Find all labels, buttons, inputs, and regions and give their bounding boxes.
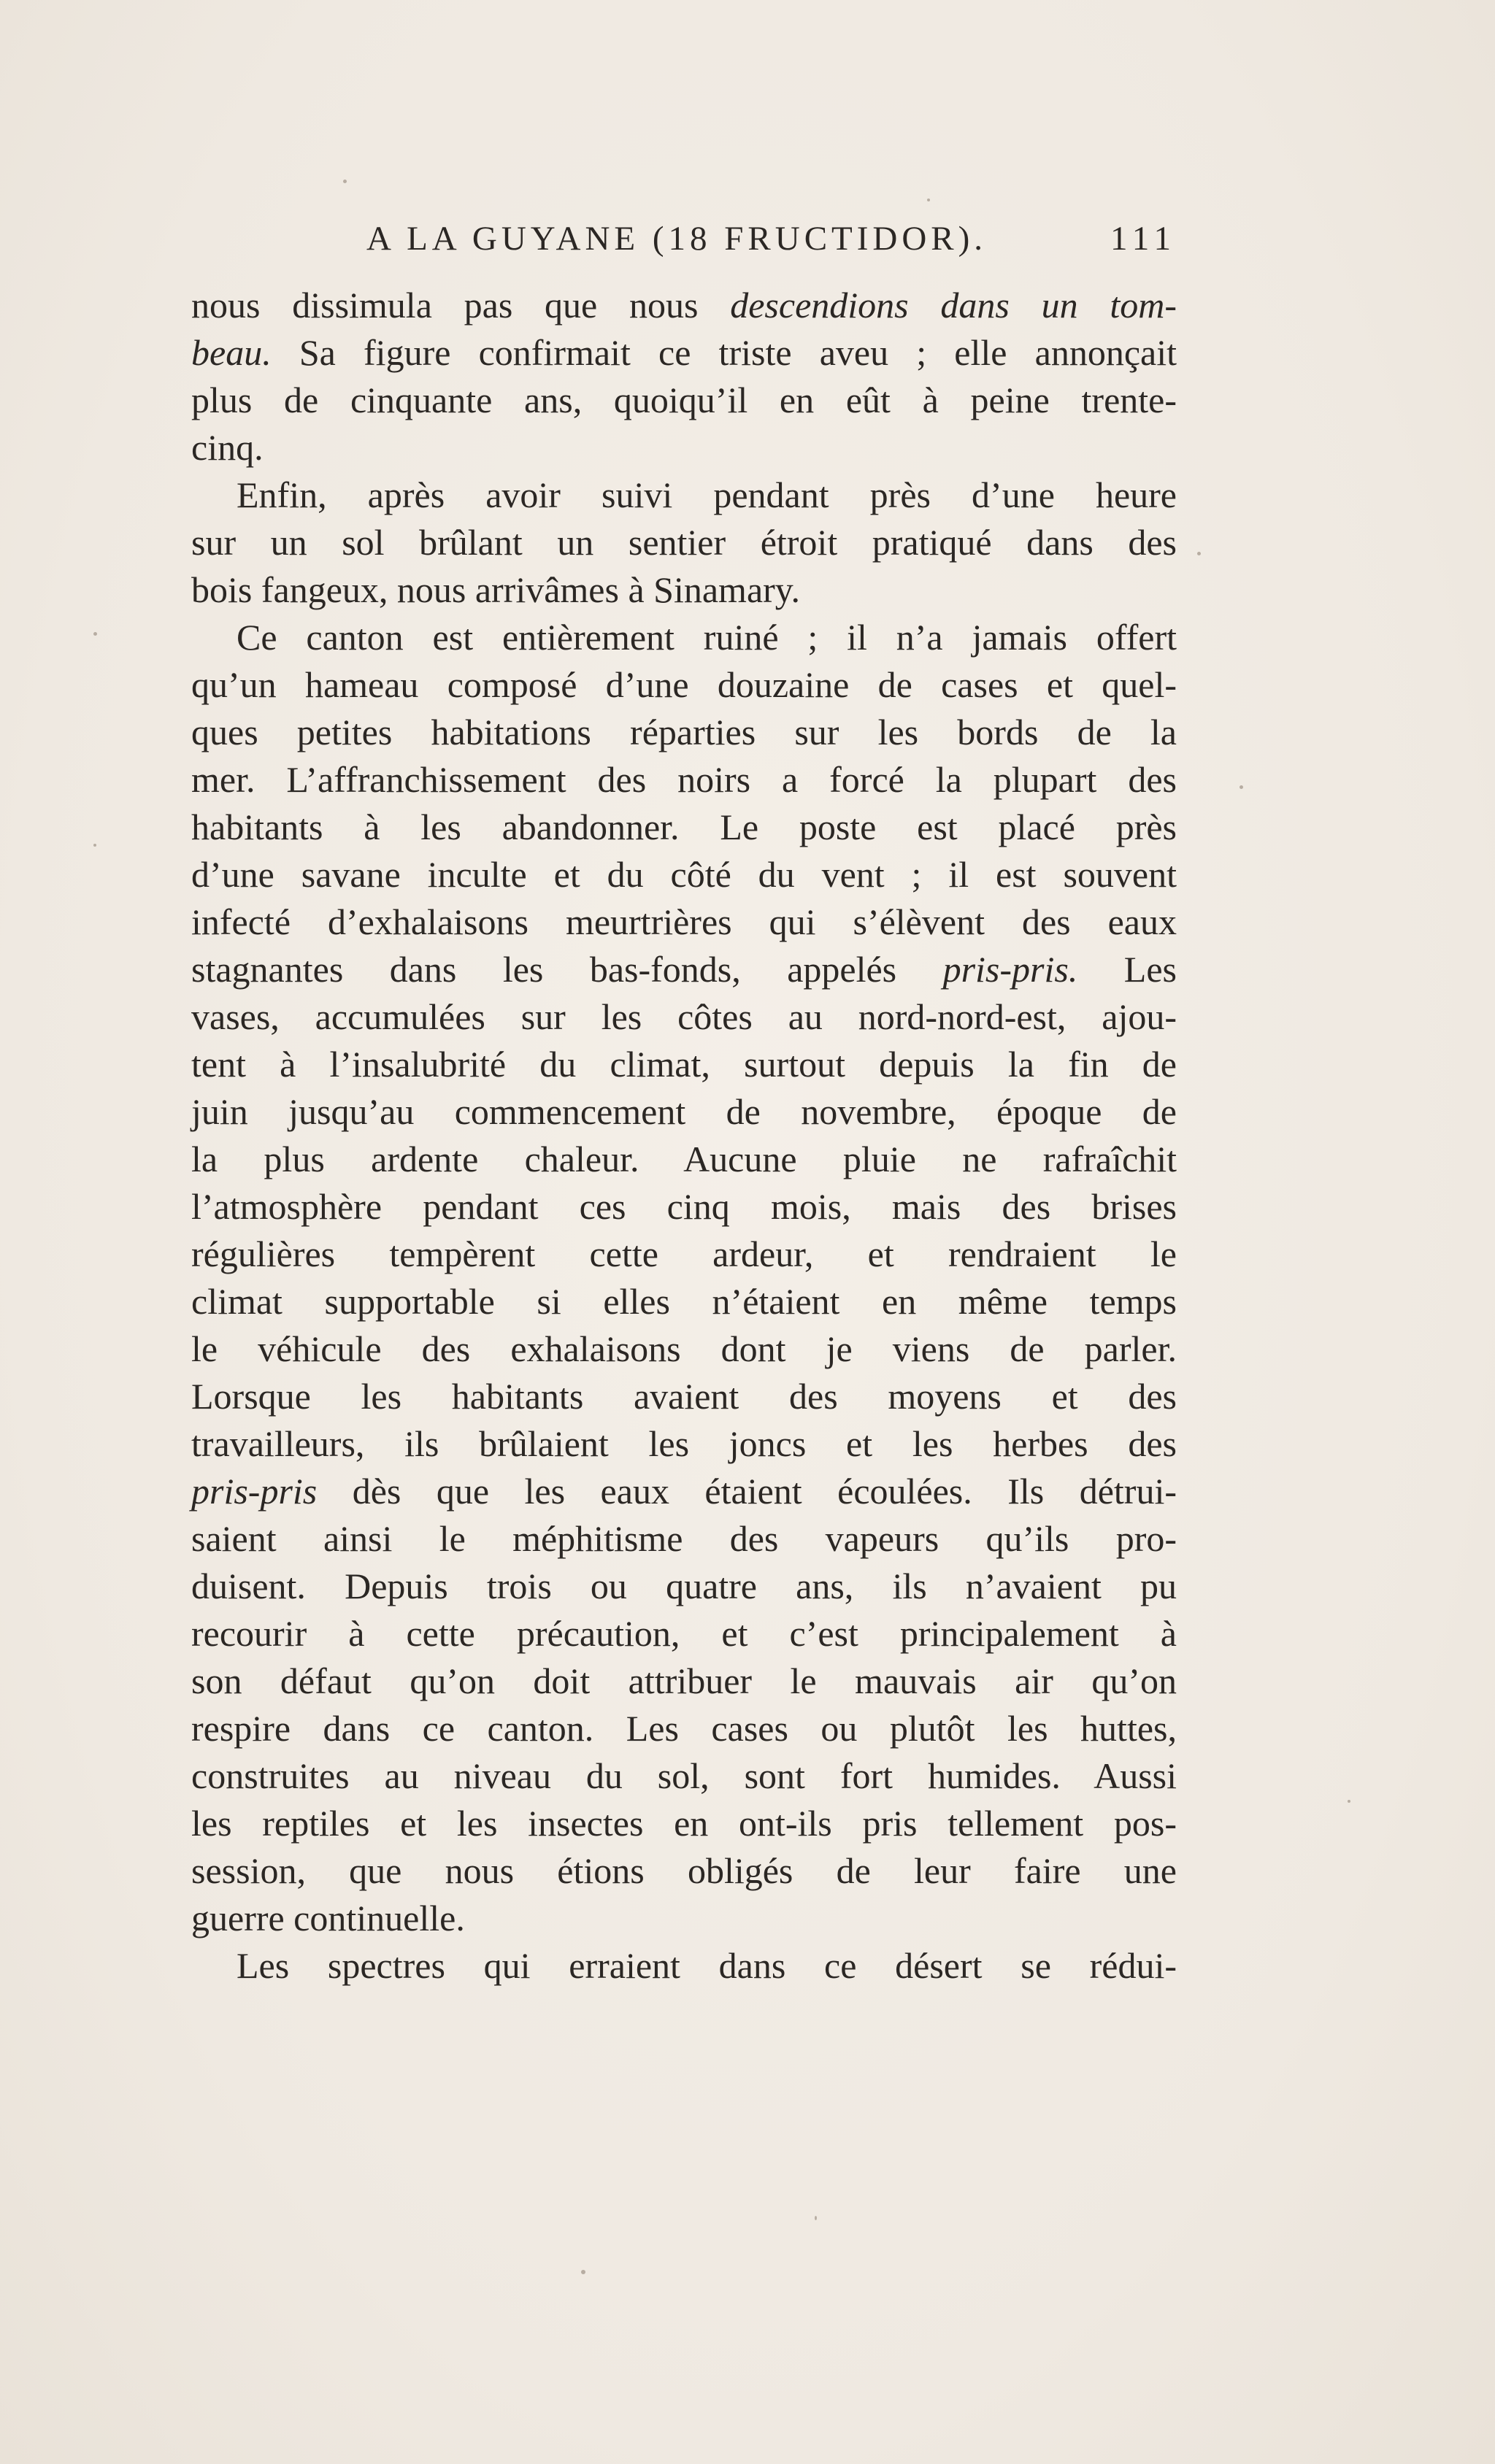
text-segment: Ce canton est entièrement ruiné ; il n’a jamais offert (237, 617, 1177, 658)
text-line (191, 1325, 1177, 1373)
text-line (191, 377, 1177, 424)
italic-text: beau. (191, 332, 272, 373)
text-segment: qu’un hameau composé d’une douzaine de cases et quel- (191, 664, 1177, 705)
text-segment: cinq. (191, 427, 264, 468)
text-segment: duisent. Depuis trois ou quatre ans, ils n’avaient pu (191, 1566, 1177, 1606)
text-segment: d’une savane inculte et du côté du vent ; il est souvent (191, 854, 1177, 895)
text-line (191, 1563, 1177, 1610)
text-segment: session, que nous étions obligés de leur faire une (191, 1850, 1177, 1891)
text-segment: plus de cinquante ans, quoiqu’il en eût à peine trente- (191, 380, 1177, 420)
text-segment: guerre continuelle. (191, 1898, 465, 1939)
text-line (191, 1136, 1177, 1183)
text-segment: dès que les eaux étaient écoulées. Ils détrui- (317, 1471, 1177, 1512)
text-line (191, 471, 1177, 519)
text-segment: la plus ardente chaleur. Aucune pluie ne rafraîchit (191, 1139, 1177, 1179)
text-line (191, 566, 1177, 614)
text-segment: bois fangeux, nous arrivâmes à Sinamary. (191, 569, 801, 610)
text-segment: Les spectres qui erraient dans ce désert se rédui- (237, 1945, 1177, 1986)
text-line (191, 851, 1177, 898)
paper-speck (343, 180, 347, 183)
text-segment: Lorsque les habitants avaient des moyens et des (191, 1376, 1177, 1417)
running-head (191, 219, 1177, 270)
text-line (191, 1373, 1177, 1420)
text-segment: Les (1077, 949, 1177, 990)
text-line (191, 424, 1177, 471)
text-line (191, 1041, 1177, 1088)
text-line (191, 282, 1177, 329)
text-segment: construites au niveau du sol, sont fort humides. Aussi (191, 1755, 1177, 1796)
text-line (191, 661, 1177, 709)
italic-text: pris-pris (191, 1471, 318, 1512)
paper-speck (93, 632, 97, 636)
text-segment: l’atmosphère pendant ces cinq mois, mais des brises (191, 1186, 1177, 1227)
text-line (191, 1468, 1177, 1515)
text-line (191, 709, 1177, 756)
text-line (191, 1658, 1177, 1705)
text-segment: vases, accumulées sur les côtes au nord-nord-est, ajou- (191, 996, 1177, 1037)
text-line (191, 1515, 1177, 1563)
text-segment: infecté d’exhalaisons meurtrières qui s’élèvent des eaux (191, 901, 1177, 942)
text-line (191, 1420, 1177, 1468)
paper-speck (1240, 785, 1243, 789)
text-segment: son défaut qu’on doit attribuer le mauvais air qu’on (191, 1660, 1177, 1701)
text-line (191, 756, 1177, 804)
text-segment: climat supportable si elles n’étaient en même temps (191, 1281, 1177, 1322)
text-line (191, 1800, 1177, 1847)
text-line (191, 1183, 1177, 1231)
text-line (191, 1231, 1177, 1278)
text-line (191, 1705, 1177, 1752)
text-segment: recourir à cette précaution, et c’est principalement à (191, 1613, 1177, 1654)
text-segment: le véhicule des exhalaisons dont je viens de parler. (191, 1328, 1177, 1369)
text-segment: mer. L’affranchissement des noirs a forcé la plupart des (191, 759, 1177, 800)
text-segment: juin jusqu’au commencement de novembre, époque de (191, 1091, 1177, 1132)
paper-speck (815, 2216, 817, 2220)
text-line (191, 993, 1177, 1041)
text-line (191, 898, 1177, 946)
paper-speck (1348, 1800, 1350, 1803)
text-line (191, 1752, 1177, 1800)
running-title: A LA GUYANE (18 FRUCTIDOR). (366, 220, 988, 258)
text-line (191, 1610, 1177, 1658)
text-line (191, 804, 1177, 851)
text-line (191, 519, 1177, 566)
text-segment: travailleurs, ils brûlaient les joncs et les herbes des (191, 1423, 1177, 1464)
paper-speck (93, 844, 96, 847)
text-segment: respire dans ce canton. Les cases ou plutôt les huttes, (191, 1708, 1177, 1749)
text-segment: tent à l’insalubrité du climat, surtout depuis la fin de (191, 1044, 1177, 1085)
italic-text: descendions dans un tom- (730, 285, 1177, 326)
text-line (191, 946, 1177, 993)
text-line (191, 329, 1177, 377)
text-segment: stagnantes dans les bas-fonds, appelés (191, 949, 943, 990)
text-segment: régulières tempèrent cette ardeur, et rendraient le (191, 1233, 1177, 1274)
text-line (191, 1278, 1177, 1325)
text-segment: ques petites habitations réparties sur les bords de la (191, 712, 1177, 752)
text-line (191, 1088, 1177, 1136)
text-line (191, 1847, 1177, 1895)
text-segment: sur un sol brûlant un sentier étroit pratiqué dans des (191, 522, 1177, 563)
text-segment: Enfin, après avoir suivi pendant près d’une heure (237, 474, 1177, 515)
body-text (191, 282, 1177, 1990)
text-segment: Sa figure confirmait ce triste aveu ; elle annonçait (271, 332, 1177, 373)
text-segment: saient ainsi le méphitisme des vapeurs qu’ils pro- (191, 1518, 1177, 1559)
paper-speck (927, 199, 930, 201)
text-line (191, 1895, 1177, 1942)
text-segment: les reptiles et les insectes en ont-ils pris tellement pos- (191, 1803, 1177, 1844)
text-segment: nous dissimula pas que nous (191, 285, 731, 326)
paper-speck (581, 2270, 585, 2274)
text-segment: habitants à les abandonner. Le poste est placé près (191, 806, 1177, 847)
page-number: 111 (1110, 220, 1177, 258)
paper-speck (1197, 552, 1201, 555)
italic-text: pris-pris. (942, 949, 1078, 990)
text-line (191, 614, 1177, 661)
text-line (191, 1942, 1177, 1990)
